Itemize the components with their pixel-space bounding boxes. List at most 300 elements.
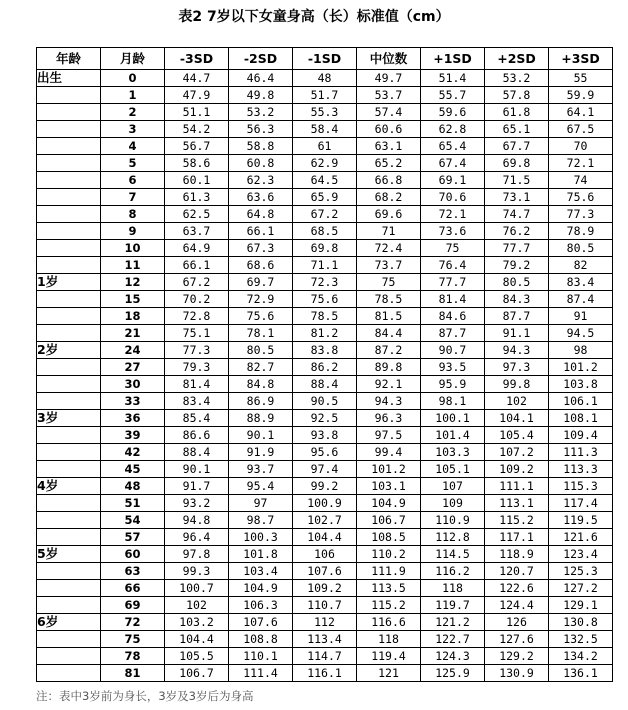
plus2sd-cell: 122.6 — [485, 580, 549, 597]
median-cell: 87.2 — [357, 342, 421, 359]
month-cell: 7 — [101, 189, 165, 206]
median-cell: 69.6 — [357, 206, 421, 223]
plus3sd-cell: 72.1 — [549, 155, 613, 172]
minus3sd-cell: 77.3 — [165, 342, 229, 359]
table-row — [37, 580, 613, 597]
minus2sd-cell: 111.4 — [229, 665, 293, 682]
minus2sd-cell: 103.4 — [229, 563, 293, 580]
minus3sd-cell: 64.9 — [165, 240, 229, 257]
month-cell: 8 — [101, 206, 165, 223]
plus2sd-cell: 76.2 — [485, 223, 549, 240]
plus2sd-cell: 105.4 — [485, 427, 549, 444]
plus3sd-cell: 75.6 — [549, 189, 613, 206]
median-cell: 84.4 — [357, 325, 421, 342]
month-cell: 12 — [101, 274, 165, 291]
table-row — [37, 478, 613, 495]
median-cell: 68.2 — [357, 189, 421, 206]
median-cell: 73.7 — [357, 257, 421, 274]
minus1sd-cell: 114.7 — [293, 648, 357, 665]
plus3sd-cell: 103.8 — [549, 376, 613, 393]
median-cell: 66.8 — [357, 172, 421, 189]
median-cell: 81.5 — [357, 308, 421, 325]
minus2sd-cell: 69.7 — [229, 274, 293, 291]
median-cell: 121 — [357, 665, 421, 682]
age-cell: 6岁 — [37, 614, 101, 631]
table-row — [37, 291, 613, 308]
age-cell — [37, 206, 101, 223]
minus1sd-cell: 65.9 — [293, 189, 357, 206]
plus2sd-cell: 99.8 — [485, 376, 549, 393]
plus3sd-cell: 80.5 — [549, 240, 613, 257]
plus2sd-cell: 87.7 — [485, 308, 549, 325]
minus3sd-cell: 86.6 — [165, 427, 229, 444]
minus2sd-cell: 108.8 — [229, 631, 293, 648]
month-cell: 9 — [101, 223, 165, 240]
age-cell — [37, 665, 101, 682]
plus3sd-cell: 119.5 — [549, 512, 613, 529]
month-cell: 5 — [101, 155, 165, 172]
minus2sd-cell: 62.3 — [229, 172, 293, 189]
plus1sd-cell: 67.4 — [421, 155, 485, 172]
minus2sd-cell: 97 — [229, 495, 293, 512]
minus1sd-cell: 93.8 — [293, 427, 357, 444]
age-cell — [37, 631, 101, 648]
median-cell: 115.2 — [357, 597, 421, 614]
plus2sd-cell: 102 — [485, 393, 549, 410]
plus2sd-cell: 91.1 — [485, 325, 549, 342]
minus2sd-cell: 110.1 — [229, 648, 293, 665]
table-row — [37, 376, 613, 393]
plus1sd-cell: 73.6 — [421, 223, 485, 240]
minus1sd-cell: 83.8 — [293, 342, 357, 359]
table-row — [37, 342, 613, 359]
height-standard-table — [36, 47, 613, 682]
minus3sd-cell: 106.7 — [165, 665, 229, 682]
plus1sd-cell: 77.7 — [421, 274, 485, 291]
median-cell: 71 — [357, 223, 421, 240]
table-row — [37, 274, 613, 291]
median-cell: 92.1 — [357, 376, 421, 393]
age-cell — [37, 325, 101, 342]
plus1sd-cell: 105.1 — [421, 461, 485, 478]
minus1sd-cell: 112 — [293, 614, 357, 631]
month-cell: 42 — [101, 444, 165, 461]
age-cell — [37, 563, 101, 580]
minus1sd-cell: 95.6 — [293, 444, 357, 461]
minus2sd-cell: 88.9 — [229, 410, 293, 427]
plus3sd-cell: 134.2 — [549, 648, 613, 665]
month-cell: 36 — [101, 410, 165, 427]
minus3sd-cell: 72.8 — [165, 308, 229, 325]
plus3sd-cell: 70 — [549, 138, 613, 155]
minus2sd-cell: 93.7 — [229, 461, 293, 478]
minus3sd-cell: 97.8 — [165, 546, 229, 563]
minus2sd-cell: 75.6 — [229, 308, 293, 325]
minus2sd-cell: 80.5 — [229, 342, 293, 359]
age-cell — [37, 444, 101, 461]
plus2sd-cell: 104.1 — [485, 410, 549, 427]
plus3sd-cell: 83.4 — [549, 274, 613, 291]
median-cell: 53.7 — [357, 87, 421, 104]
minus1sd-cell: 48 — [293, 70, 357, 87]
plus1sd-cell: 124.3 — [421, 648, 485, 665]
age-cell — [37, 529, 101, 546]
minus3sd-cell: 103.2 — [165, 614, 229, 631]
table-row — [37, 155, 613, 172]
plus3sd-cell: 127.2 — [549, 580, 613, 597]
plus2sd-cell: 61.8 — [485, 104, 549, 121]
plus1sd-cell: 118 — [421, 580, 485, 597]
minus1sd-cell: 116.1 — [293, 665, 357, 682]
plus2sd-cell: 107.2 — [485, 444, 549, 461]
plus1sd-cell: 112.8 — [421, 529, 485, 546]
minus1sd-cell: 102.7 — [293, 512, 357, 529]
plus2sd-cell: 65.1 — [485, 121, 549, 138]
table-row — [37, 393, 613, 410]
table-row — [37, 206, 613, 223]
plus2sd-cell: 127.6 — [485, 631, 549, 648]
plus3sd-cell: 109.4 — [549, 427, 613, 444]
age-cell — [37, 359, 101, 376]
age-cell — [37, 580, 101, 597]
minus3sd-cell: 90.1 — [165, 461, 229, 478]
plus2sd-cell: 94.3 — [485, 342, 549, 359]
age-cell — [37, 138, 101, 155]
month-cell: 24 — [101, 342, 165, 359]
minus3sd-cell: 67.2 — [165, 274, 229, 291]
minus2sd-cell: 60.8 — [229, 155, 293, 172]
month-cell: 6 — [101, 172, 165, 189]
plus1sd-cell: 114.5 — [421, 546, 485, 563]
plus2sd-cell: 109.2 — [485, 461, 549, 478]
plus2sd-cell: 129.2 — [485, 648, 549, 665]
table-row — [37, 172, 613, 189]
median-cell: 97.5 — [357, 427, 421, 444]
month-cell: 45 — [101, 461, 165, 478]
header-plus2sd: +2SD — [485, 48, 549, 70]
age-cell — [37, 308, 101, 325]
age-cell — [37, 597, 101, 614]
minus1sd-cell: 61 — [293, 138, 357, 155]
plus3sd-cell: 136.1 — [549, 665, 613, 682]
plus1sd-cell: 100.1 — [421, 410, 485, 427]
minus2sd-cell: 101.8 — [229, 546, 293, 563]
minus1sd-cell: 86.2 — [293, 359, 357, 376]
minus3sd-cell: 66.1 — [165, 257, 229, 274]
header-month: 月龄 — [101, 48, 165, 70]
month-cell: 63 — [101, 563, 165, 580]
plus1sd-cell: 51.4 — [421, 70, 485, 87]
minus2sd-cell: 67.3 — [229, 240, 293, 257]
table-row — [37, 87, 613, 104]
month-cell: 57 — [101, 529, 165, 546]
plus1sd-cell: 62.8 — [421, 121, 485, 138]
minus1sd-cell: 90.5 — [293, 393, 357, 410]
minus2sd-cell: 90.1 — [229, 427, 293, 444]
median-cell: 104.9 — [357, 495, 421, 512]
plus1sd-cell: 119.7 — [421, 597, 485, 614]
minus2sd-cell: 107.6 — [229, 614, 293, 631]
age-cell — [37, 104, 101, 121]
minus3sd-cell: 81.4 — [165, 376, 229, 393]
table-row — [37, 223, 613, 240]
plus3sd-cell: 74 — [549, 172, 613, 189]
median-cell: 103.1 — [357, 478, 421, 495]
minus1sd-cell: 78.5 — [293, 308, 357, 325]
plus3sd-cell: 77.3 — [549, 206, 613, 223]
minus1sd-cell: 81.2 — [293, 325, 357, 342]
table-row — [37, 597, 613, 614]
minus2sd-cell: 86.9 — [229, 393, 293, 410]
plus1sd-cell: 121.2 — [421, 614, 485, 631]
header-median: 中位数 — [357, 48, 421, 70]
plus2sd-cell: 111.1 — [485, 478, 549, 495]
minus3sd-cell: 47.9 — [165, 87, 229, 104]
plus1sd-cell: 109 — [421, 495, 485, 512]
minus1sd-cell: 88.4 — [293, 376, 357, 393]
median-cell: 108.5 — [357, 529, 421, 546]
minus3sd-cell: 60.1 — [165, 172, 229, 189]
plus3sd-cell: 111.3 — [549, 444, 613, 461]
plus2sd-cell: 73.1 — [485, 189, 549, 206]
table-row — [37, 631, 613, 648]
plus2sd-cell: 113.1 — [485, 495, 549, 512]
plus1sd-cell: 101.4 — [421, 427, 485, 444]
minus3sd-cell: 83.4 — [165, 393, 229, 410]
month-cell: 21 — [101, 325, 165, 342]
plus3sd-cell: 82 — [549, 257, 613, 274]
minus1sd-cell: 67.2 — [293, 206, 357, 223]
age-cell — [37, 257, 101, 274]
footnote: 注：表中3岁前为身长，3岁及3岁后为身高 — [36, 689, 254, 703]
month-cell: 15 — [101, 291, 165, 308]
median-cell: 89.8 — [357, 359, 421, 376]
minus3sd-cell: 104.4 — [165, 631, 229, 648]
plus1sd-cell: 107 — [421, 478, 485, 495]
minus3sd-cell: 102 — [165, 597, 229, 614]
month-cell: 51 — [101, 495, 165, 512]
plus1sd-cell: 59.6 — [421, 104, 485, 121]
age-cell: 5岁 — [37, 546, 101, 563]
plus3sd-cell: 67.5 — [549, 121, 613, 138]
minus3sd-cell: 58.6 — [165, 155, 229, 172]
minus1sd-cell: 107.6 — [293, 563, 357, 580]
age-cell — [37, 189, 101, 206]
median-cell: 118 — [357, 631, 421, 648]
minus3sd-cell: 75.1 — [165, 325, 229, 342]
month-cell: 4 — [101, 138, 165, 155]
month-cell: 39 — [101, 427, 165, 444]
table-row — [37, 495, 613, 512]
minus1sd-cell: 97.4 — [293, 461, 357, 478]
table-row — [37, 240, 613, 257]
month-cell: 81 — [101, 665, 165, 682]
plus3sd-cell: 108.1 — [549, 410, 613, 427]
month-cell: 30 — [101, 376, 165, 393]
minus3sd-cell: 99.3 — [165, 563, 229, 580]
month-cell: 75 — [101, 631, 165, 648]
table-row — [37, 461, 613, 478]
minus2sd-cell: 46.4 — [229, 70, 293, 87]
month-cell: 10 — [101, 240, 165, 257]
age-cell — [37, 87, 101, 104]
age-cell: 1岁 — [37, 274, 101, 291]
minus2sd-cell: 72.9 — [229, 291, 293, 308]
month-cell: 0 — [101, 70, 165, 87]
plus3sd-cell: 94.5 — [549, 325, 613, 342]
minus1sd-cell: 71.1 — [293, 257, 357, 274]
plus2sd-cell: 120.7 — [485, 563, 549, 580]
minus3sd-cell: 51.1 — [165, 104, 229, 121]
month-cell: 33 — [101, 393, 165, 410]
table-row — [37, 70, 613, 87]
age-cell: 4岁 — [37, 478, 101, 495]
table-row — [37, 563, 613, 580]
plus3sd-cell: 91 — [549, 308, 613, 325]
median-cell: 110.2 — [357, 546, 421, 563]
age-cell — [37, 172, 101, 189]
minus2sd-cell: 78.1 — [229, 325, 293, 342]
minus2sd-cell: 53.2 — [229, 104, 293, 121]
minus3sd-cell: 96.4 — [165, 529, 229, 546]
minus2sd-cell: 104.9 — [229, 580, 293, 597]
plus3sd-cell: 106.1 — [549, 393, 613, 410]
median-cell: 116.6 — [357, 614, 421, 631]
median-cell: 99.4 — [357, 444, 421, 461]
header-row — [37, 48, 613, 70]
plus3sd-cell: 115.3 — [549, 478, 613, 495]
plus2sd-cell: 130.9 — [485, 665, 549, 682]
median-cell: 72.4 — [357, 240, 421, 257]
header-minus1sd: -1SD — [293, 48, 357, 70]
plus3sd-cell: 59.9 — [549, 87, 613, 104]
minus1sd-cell: 64.5 — [293, 172, 357, 189]
minus1sd-cell: 104.4 — [293, 529, 357, 546]
minus2sd-cell: 66.1 — [229, 223, 293, 240]
minus1sd-cell: 55.3 — [293, 104, 357, 121]
minus1sd-cell: 62.9 — [293, 155, 357, 172]
minus2sd-cell: 100.3 — [229, 529, 293, 546]
minus1sd-cell: 51.7 — [293, 87, 357, 104]
header-plus3sd: +3SD — [549, 48, 613, 70]
minus2sd-cell: 106.3 — [229, 597, 293, 614]
header-minus3sd: -3SD — [165, 48, 229, 70]
minus1sd-cell: 58.4 — [293, 121, 357, 138]
plus1sd-cell: 65.4 — [421, 138, 485, 155]
minus3sd-cell: 88.4 — [165, 444, 229, 461]
table-row — [37, 546, 613, 563]
minus3sd-cell: 93.2 — [165, 495, 229, 512]
median-cell: 113.5 — [357, 580, 421, 597]
minus3sd-cell: 62.5 — [165, 206, 229, 223]
age-cell — [37, 648, 101, 665]
plus1sd-cell: 125.9 — [421, 665, 485, 682]
plus2sd-cell: 69.8 — [485, 155, 549, 172]
minus2sd-cell: 82.7 — [229, 359, 293, 376]
age-cell — [37, 393, 101, 410]
plus2sd-cell: 126 — [485, 614, 549, 631]
median-cell: 119.4 — [357, 648, 421, 665]
minus3sd-cell: 61.3 — [165, 189, 229, 206]
plus3sd-cell: 121.6 — [549, 529, 613, 546]
minus1sd-cell: 100.9 — [293, 495, 357, 512]
age-cell: 出生 — [37, 70, 101, 87]
table-row — [37, 512, 613, 529]
plus2sd-cell: 97.3 — [485, 359, 549, 376]
plus1sd-cell: 75 — [421, 240, 485, 257]
month-cell: 48 — [101, 478, 165, 495]
median-cell: 75 — [357, 274, 421, 291]
month-cell: 69 — [101, 597, 165, 614]
age-cell — [37, 240, 101, 257]
median-cell: 94.3 — [357, 393, 421, 410]
minus2sd-cell: 64.8 — [229, 206, 293, 223]
plus1sd-cell: 69.1 — [421, 172, 485, 189]
table-body — [37, 70, 613, 682]
age-cell — [37, 155, 101, 172]
plus2sd-cell: 79.2 — [485, 257, 549, 274]
table-row — [37, 614, 613, 631]
median-cell: 63.1 — [357, 138, 421, 155]
age-cell: 2岁 — [37, 342, 101, 359]
minus3sd-cell: 70.2 — [165, 291, 229, 308]
month-cell: 60 — [101, 546, 165, 563]
minus2sd-cell: 58.8 — [229, 138, 293, 155]
plus2sd-cell: 117.1 — [485, 529, 549, 546]
minus3sd-cell: 63.7 — [165, 223, 229, 240]
minus1sd-cell: 109.2 — [293, 580, 357, 597]
table-title: 表2 7岁以下女童身高（长）标准值（cm） — [178, 9, 450, 25]
month-cell: 72 — [101, 614, 165, 631]
plus1sd-cell: 90.7 — [421, 342, 485, 359]
plus1sd-cell: 116.2 — [421, 563, 485, 580]
minus3sd-cell: 79.3 — [165, 359, 229, 376]
plus3sd-cell: 101.2 — [549, 359, 613, 376]
minus1sd-cell: 92.5 — [293, 410, 357, 427]
minus2sd-cell: 56.3 — [229, 121, 293, 138]
minus2sd-cell: 49.8 — [229, 87, 293, 104]
table-row — [37, 138, 613, 155]
median-cell: 78.5 — [357, 291, 421, 308]
plus1sd-cell: 72.1 — [421, 206, 485, 223]
age-cell — [37, 461, 101, 478]
minus1sd-cell: 68.5 — [293, 223, 357, 240]
plus1sd-cell: 84.6 — [421, 308, 485, 325]
median-cell: 101.2 — [357, 461, 421, 478]
month-cell: 27 — [101, 359, 165, 376]
month-cell: 18 — [101, 308, 165, 325]
minus2sd-cell: 98.7 — [229, 512, 293, 529]
plus2sd-cell: 118.9 — [485, 546, 549, 563]
minus1sd-cell: 113.4 — [293, 631, 357, 648]
table-row — [37, 121, 613, 138]
header-minus2sd: -2SD — [229, 48, 293, 70]
table-row — [37, 444, 613, 461]
age-cell: 3岁 — [37, 410, 101, 427]
table-row — [37, 308, 613, 325]
age-cell — [37, 512, 101, 529]
plus3sd-cell: 132.5 — [549, 631, 613, 648]
table-row — [37, 325, 613, 342]
plus3sd-cell: 123.4 — [549, 546, 613, 563]
plus2sd-cell: 57.8 — [485, 87, 549, 104]
plus1sd-cell: 76.4 — [421, 257, 485, 274]
age-cell — [37, 121, 101, 138]
plus2sd-cell: 74.7 — [485, 206, 549, 223]
month-cell: 78 — [101, 648, 165, 665]
table-row — [37, 104, 613, 121]
minus3sd-cell: 56.7 — [165, 138, 229, 155]
